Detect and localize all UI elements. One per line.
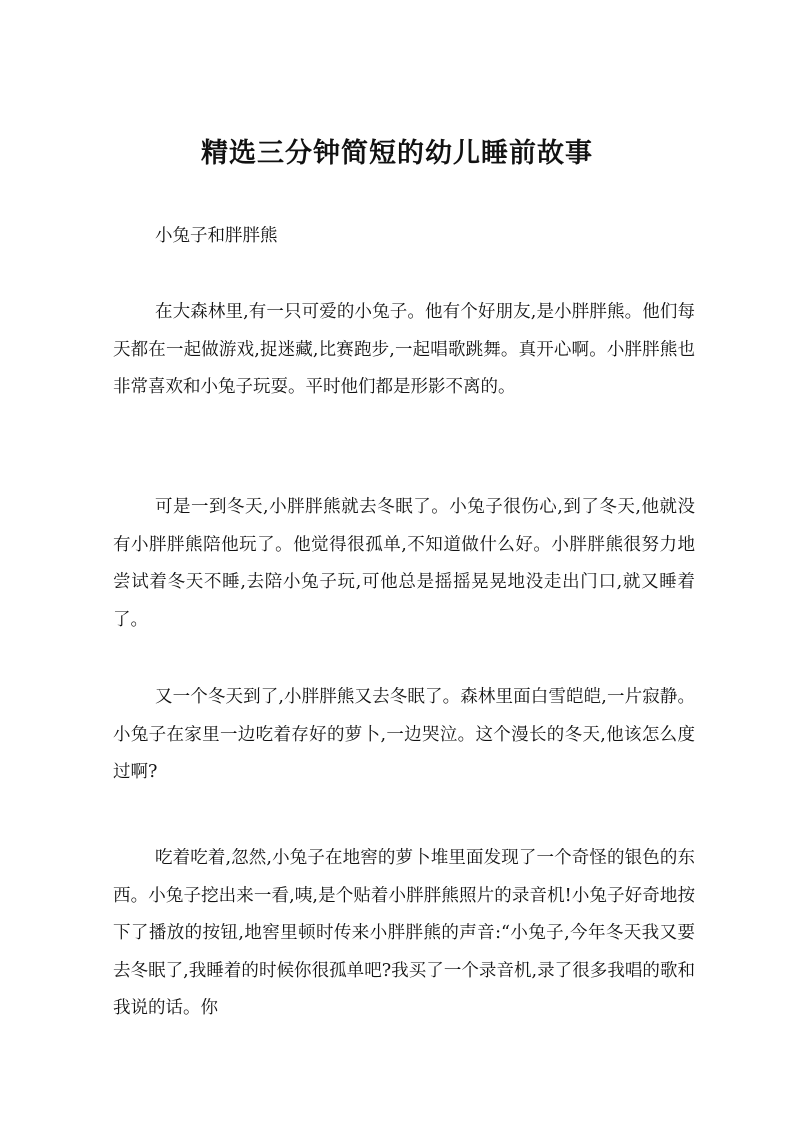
story-title: 小兔子和胖胖熊 [155,226,278,246]
paragraph: 又一个冬天到了,小胖胖熊又去冬眠了。森林里面白雪皑皑,一片寂静。小兔子在家里一边吃着存好的萝卜,一边哭泣。这个漫长的冬天,他该怎么度过啊? [113,687,695,782]
paragraph: 吃着吃着,忽然,小兔子在地窖的萝卜堆里面发现了一个奇怪的银色的东西。小兔子挖出来一看,咦,是个贴着小胖胖熊照片的录音机!小兔子好奇地按下了播放的按钮,地窖里顿时传来小胖胖熊的声音:“小兔子,今年冬天我又要去冬眠了,我睡着的时候你很孤单吧?我买了一个录音机,录了很多我唱的歌和我说的话。你 [113,848,695,1018]
paragraph: 可是一到冬天,小胖胖熊就去冬眠了。小兔子很伤心,到了冬天,他就没有小胖胖熊陪他玩了。他觉得很孤单,不知道做什么好。小胖胖熊很努力地尝试着冬天不睡,去陪小兔子玩,可他总是摇摇晃晃地没走出门口,就又睡着了。 [113,497,695,630]
paragraph: 在大森林里,有一只可爱的小兔子。他有个好朋友,是小胖胖熊。他们每天都在一起做游戏,捉迷藏,比赛跑步,一起唱歌跳舞。真开心啊。小胖胖熊也非常喜欢和小兔子玩耍。平时他们都是形影不离的。 [113,302,695,397]
document-title: 精选三分钟简短的幼儿睡前故事 [201,138,593,169]
